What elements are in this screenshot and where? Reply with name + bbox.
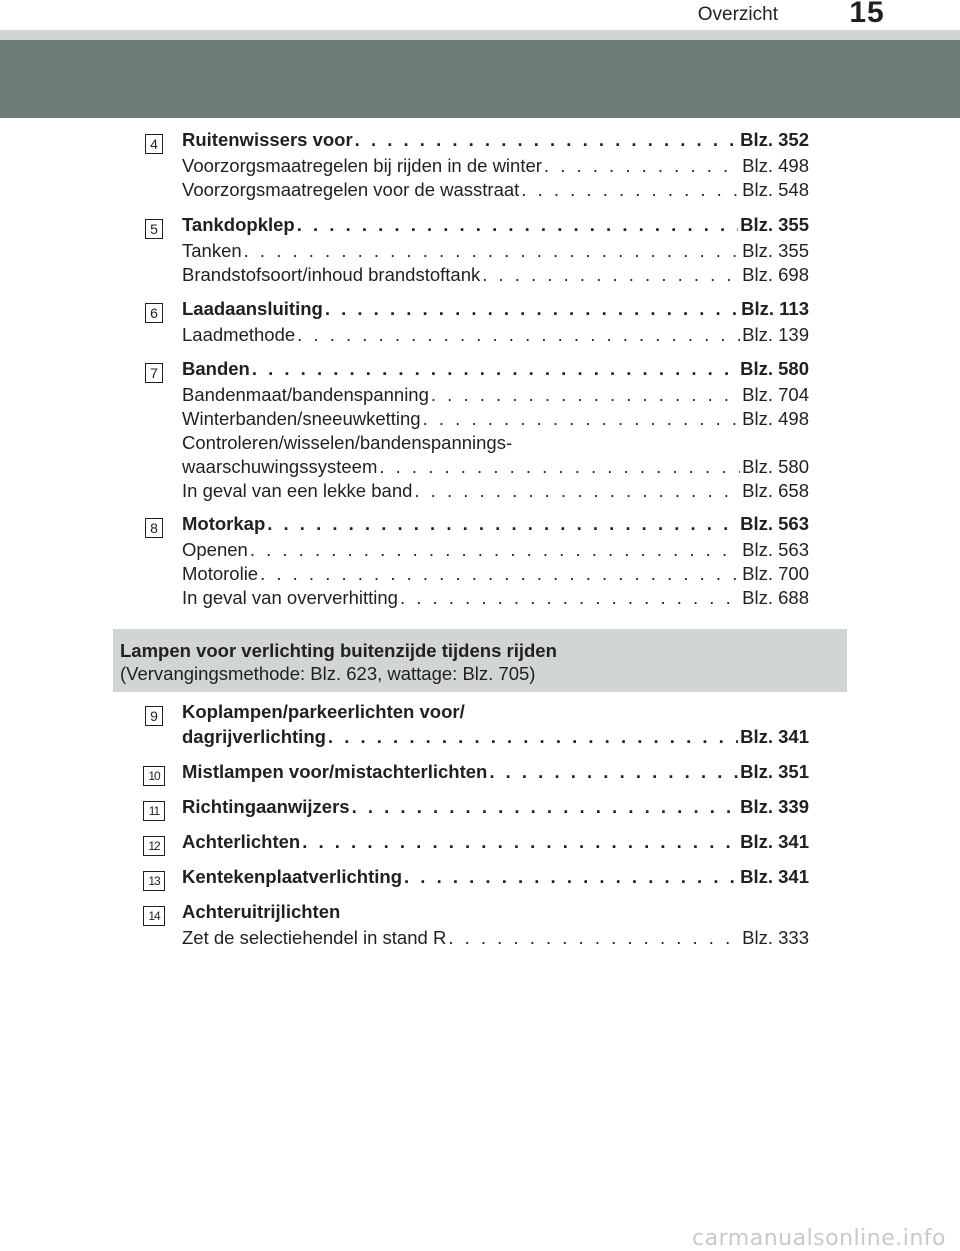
entry-page-reference[interactable]: Blz. 658 — [742, 480, 809, 501]
entry-page-reference[interactable]: Blz. 580 — [740, 358, 809, 379]
dot-leader — [250, 539, 740, 561]
index-entry-subitem — [182, 539, 809, 563]
dot-leader — [521, 179, 740, 201]
entry-label: Tankdopklep — [182, 214, 295, 235]
entry-label: Brandstofsoort/inhoud brandstoftank — [182, 264, 481, 285]
section-marker: 6 — [145, 303, 163, 323]
dot-leader — [297, 324, 740, 346]
entry-label: In geval van een lekke band — [182, 480, 413, 501]
section-marker: 4 — [145, 134, 163, 154]
section-marker: 5 — [145, 219, 163, 239]
entry-label: Koplampen/parkeerlichten voor/ — [182, 701, 465, 722]
dot-leader — [352, 796, 739, 818]
entry-label: Achterlichten — [182, 831, 301, 852]
entry-page-reference[interactable]: Blz. 113 — [741, 298, 809, 319]
entry-label: Kentekenplaatverlichting — [182, 866, 403, 887]
header-strip — [0, 30, 960, 40]
index-entry-subitem — [182, 480, 809, 504]
entry-label: Mistlampen voor/mistachterlichten — [182, 761, 488, 782]
entry-page-reference[interactable]: Blz. 563 — [740, 513, 809, 534]
entry-label: Controleren/wisselen/bandenspannings- — [182, 432, 513, 453]
index-entry-subitem — [182, 587, 809, 611]
entry-page-reference[interactable]: Blz. 351 — [740, 761, 809, 782]
index-entry-heading — [182, 358, 809, 382]
entry-label: Banden — [182, 358, 250, 379]
dot-leader — [400, 587, 740, 609]
entry-label: Laadmethode — [182, 324, 296, 345]
entry-label: Tanken — [182, 240, 242, 261]
entry-page-reference[interactable]: Blz. 688 — [742, 587, 809, 608]
dot-leader — [244, 240, 740, 262]
entry-label: Motorolie — [182, 563, 259, 584]
lamp-section-title: Lampen voor verlichting buitenzijde tijdens rijden — [120, 640, 557, 661]
index-entry-heading — [182, 298, 809, 322]
dot-leader — [252, 358, 738, 380]
section-marker: 13 — [143, 871, 165, 891]
dot-leader — [260, 563, 740, 585]
dot-leader — [448, 927, 740, 949]
entry-page-reference[interactable]: Blz. 355 — [742, 240, 809, 261]
index-entry-subitem — [182, 563, 809, 587]
dot-leader — [325, 298, 739, 320]
page-number: 15 — [849, 0, 885, 29]
entry-page-reference[interactable]: Blz. 355 — [740, 214, 809, 235]
entry-label: Openen — [182, 539, 248, 560]
dot-leader — [302, 831, 738, 853]
section-marker: 8 — [145, 518, 163, 538]
index-entry-subitem — [182, 179, 809, 203]
entry-page-reference[interactable]: Blz. 341 — [740, 831, 809, 852]
entry-label: Laadaansluiting — [182, 298, 323, 319]
section-marker: 7 — [145, 363, 163, 383]
index-entry-heading — [182, 701, 809, 725]
index-entry-subitem — [182, 324, 809, 348]
index-entry-subitem — [182, 927, 809, 951]
entry-label: Voorzorgsmaatregelen voor de wasstraat — [182, 179, 520, 200]
index-entry-subitem — [182, 432, 809, 456]
dot-leader — [267, 513, 738, 535]
entry-page-reference[interactable]: Blz. 333 — [742, 927, 809, 948]
index-entry-subitem — [182, 264, 809, 288]
entry-page-reference[interactable]: Blz. 352 — [740, 129, 809, 150]
entry-page-reference[interactable]: Blz. 698 — [742, 264, 809, 285]
dot-leader — [489, 761, 738, 783]
watermark: carmanualsonline.info — [692, 1226, 946, 1251]
dot-leader — [431, 384, 740, 406]
index-entry-heading — [182, 513, 809, 537]
entry-label: dagrijverlichting — [182, 726, 326, 747]
entry-label: Bandenmaat/bandenspanning — [182, 384, 429, 405]
index-entry-heading — [182, 866, 809, 890]
index-entry-heading — [182, 726, 809, 750]
section-marker: 9 — [145, 706, 163, 726]
entry-label: Zet de selectiehendel in stand R — [182, 927, 447, 948]
dot-leader — [328, 726, 738, 748]
dot-leader — [297, 214, 738, 236]
header-band — [0, 40, 960, 118]
index-entry-heading — [182, 129, 809, 153]
index-entry-subitem — [182, 384, 809, 408]
dot-leader — [404, 866, 738, 888]
index-entry-heading — [182, 761, 809, 785]
entry-page-reference[interactable]: Blz. 341 — [740, 866, 809, 887]
section-title: Overzicht — [697, 4, 778, 25]
entry-page-reference[interactable]: Blz. 580 — [742, 456, 809, 477]
entry-label: Voorzorgsmaatregelen bij rijden in de winter — [182, 155, 542, 176]
entry-page-reference[interactable]: Blz. 139 — [742, 324, 809, 345]
section-marker: 11 — [143, 801, 165, 821]
section-marker: 14 — [143, 906, 165, 926]
index-entry-heading — [182, 901, 809, 925]
entry-page-reference[interactable]: Blz. 498 — [742, 155, 809, 176]
index-entry-heading — [182, 214, 809, 238]
index-entry-subitem — [182, 408, 809, 432]
entry-label: Richtingaanwijzers — [182, 796, 350, 817]
dot-leader — [414, 480, 740, 502]
dot-leader — [544, 155, 740, 177]
dot-leader — [482, 264, 740, 286]
index-entry-subitem — [182, 155, 809, 179]
entry-label: Winterbanden/sneeuwketting — [182, 408, 421, 429]
entry-label: Achteruitrijlichten — [182, 901, 341, 922]
entry-label: In geval van oververhitting — [182, 587, 398, 608]
index-entry-subitem — [182, 240, 809, 264]
entry-label: Motorkap — [182, 513, 266, 534]
section-marker: 10 — [143, 766, 165, 786]
entry-page-reference[interactable]: Blz. 563 — [742, 539, 809, 560]
dot-leader — [423, 408, 741, 430]
entry-page-reference[interactable]: Blz. 548 — [742, 179, 809, 200]
index-entry-heading — [182, 796, 809, 820]
entry-label: Ruitenwissers voor — [182, 129, 353, 150]
lamp-section-subtitle: (Vervangingsmethode: Blz. 623, wattage: Blz. 705) — [120, 663, 536, 684]
entry-page-reference[interactable]: Blz. 339 — [740, 796, 809, 817]
entry-page-reference[interactable]: Blz. 704 — [742, 384, 809, 405]
entry-label: waarschuwingssysteem — [182, 456, 378, 477]
section-marker: 12 — [143, 836, 165, 856]
entry-page-reference[interactable]: Blz. 700 — [742, 563, 809, 584]
page-number-box — [802, 0, 932, 30]
entry-page-reference[interactable]: Blz. 498 — [742, 408, 809, 429]
lamp-section-box — [113, 629, 847, 692]
entry-page-reference[interactable]: Blz. 341 — [740, 726, 809, 747]
index-entry-heading — [182, 831, 809, 855]
dot-leader — [379, 456, 740, 478]
dot-leader — [355, 129, 738, 151]
index-entry-subitem — [182, 456, 809, 480]
